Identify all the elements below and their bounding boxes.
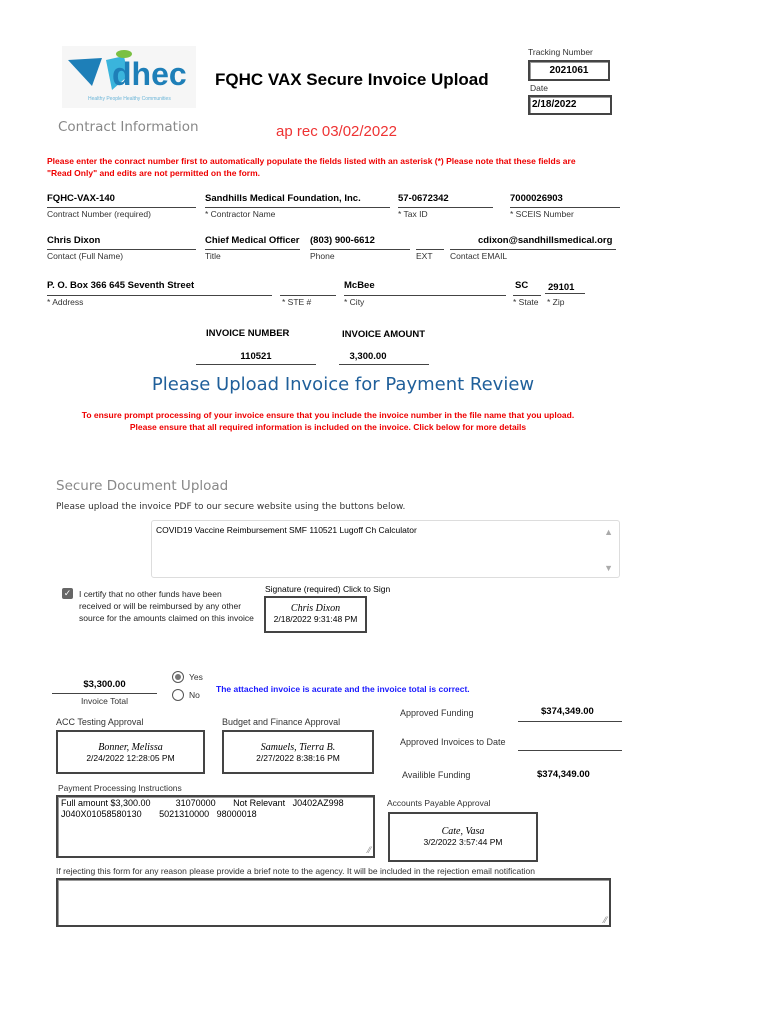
scroll-down-icon[interactable]: ▼	[604, 563, 613, 573]
city-field: McBee	[344, 280, 375, 291]
payment-line-2: J040X01058580130 5021310000 98000018	[61, 809, 257, 819]
invoice-number-field[interactable]: 110521	[240, 351, 272, 362]
upload-instructions-1: To ensure prompt processing of your invoice ensure that you include the invoice number in the file name that you upload.	[81, 410, 575, 420]
upload-instructions-2: Please ensure that all required information is included on the invoice. Click below for more details	[129, 422, 527, 432]
tracking-number-field[interactable]: 2021061	[528, 60, 610, 81]
certify-checkbox[interactable]: ✓	[63, 588, 72, 598]
dhec-logo	[62, 46, 196, 108]
city-label: * City	[344, 297, 365, 307]
certify-text: I certify that no other funds have been received or will be reimbursed by any other source for the amounts claimed on this invoice	[79, 589, 254, 623]
accuracy-statement: The attached invoice is acurate and the invoice total is correct.	[216, 684, 470, 694]
signature-box[interactable]	[264, 596, 367, 633]
uploaded-file-name[interactable]: COVID19 Vaccine Reimbursement SMF 110521 Lugoff Ch Calculator	[156, 525, 417, 535]
ap-approval-label: Accounts Payable Approval	[387, 798, 491, 808]
invoice-amount-label: INVOICE AMOUNT	[342, 329, 426, 340]
ext-field[interactable]	[416, 249, 444, 250]
uploaded-file-list[interactable]	[151, 520, 620, 578]
resize-handle-icon[interactable]: ⁄⁄	[367, 845, 371, 855]
phone-label: Phone	[310, 251, 335, 261]
received-stamp: ap rec 03/02/2022	[276, 123, 397, 140]
invoice-total-field[interactable]: $3,300.00	[83, 679, 126, 690]
radio-yes-label: Yes	[189, 672, 203, 682]
date-field[interactable]: 2/18/2022	[528, 95, 612, 115]
ap-approver-name: Cate, Vasa	[441, 826, 485, 837]
contract-number-field[interactable]: FQHC-VAX-140	[47, 193, 115, 204]
page-title: FQHC VAX Secure Invoice Upload	[215, 70, 489, 89]
signer-name: Chris Dixon	[290, 603, 341, 614]
acc-approval-date: 2/24/2022 12:28:05 PM	[86, 753, 175, 763]
email-label: Contact EMAIL	[450, 251, 508, 261]
payment-line-1: Full amount $3,300.00 31070000 Not Relevant J0402AZ998	[61, 798, 344, 808]
acc-approval-box[interactable]	[56, 730, 205, 774]
ap-approval-date: 3/2/2022 3:57:44 PM	[423, 837, 503, 847]
address-field: P. O. Box 366 645 Seventh Street	[47, 280, 195, 291]
approved-funding-field: $374,349.00	[541, 706, 594, 717]
budget-approver-name: Samuels, Tierra B.	[260, 742, 336, 753]
address-label: * Address	[47, 297, 84, 307]
budget-approval-label: Budget and Finance Approval	[222, 717, 341, 727]
signature-date: 2/18/2022 9:31:48 PM	[273, 614, 358, 624]
radio-no[interactable]	[172, 689, 184, 701]
state-field: SC	[515, 280, 529, 291]
upload-heading: Please Upload Invoice for Payment Review	[151, 374, 535, 395]
payment-instructions-label: Payment Processing Instructions	[58, 783, 182, 793]
contractor-name-field: Sandhills Medical Foundation, Inc.	[205, 193, 361, 204]
contact-name-label: Contact (Full Name)	[47, 251, 124, 261]
acc-approval-label: ACC Testing Approval	[56, 717, 144, 727]
sceis-number-label: * SCEIS Number	[510, 209, 574, 219]
budget-approval-box[interactable]	[222, 730, 374, 774]
logo-tagline: Healthy People Healthy Communities	[88, 96, 171, 102]
ste-field	[280, 295, 336, 296]
available-funding-label: Availible Funding	[402, 770, 471, 780]
invoice-amount-field[interactable]: 3,300.00	[349, 351, 387, 362]
tax-id-label: * Tax ID	[398, 209, 428, 219]
contract-instructions: Please enter the conract number first to automatically populate the fields listed with an asterisk (*) Please note that these fields are "Read Only" and edits are not permitted on the form.	[47, 156, 576, 178]
email-field[interactable]: cdixon@sandhillsmedical.org	[478, 235, 613, 246]
payment-instructions-field[interactable]	[56, 795, 375, 858]
resize-handle-icon[interactable]: ⁄⁄	[603, 915, 607, 925]
budget-approval-date: 2/27/2022 8:38:16 PM	[256, 753, 340, 763]
tracking-label: Tracking Number	[528, 47, 593, 57]
available-funding-field: $374,349.00	[537, 769, 590, 780]
invoice-total-label: Invoice Total	[80, 696, 129, 706]
secure-upload-heading: Secure Document Upload	[56, 478, 229, 494]
approved-to-date-label: Approved Invoices to Date	[400, 737, 506, 747]
logo-text: dhec	[112, 56, 187, 92]
upload-description: Please upload the invoice PDF to our secure website using the buttons below.	[56, 502, 406, 512]
state-label: * State	[513, 297, 539, 307]
date-label: Date	[530, 83, 548, 93]
title-field[interactable]: Chief Medical Officer	[205, 235, 300, 246]
ap-approval-box[interactable]	[388, 812, 538, 862]
ext-label: EXT	[416, 251, 433, 261]
title-label: Title	[205, 251, 221, 261]
acc-approver-name: Bonner, Melissa	[98, 742, 163, 753]
scroll-up-icon[interactable]: ▲	[604, 527, 613, 537]
contract-number-label: Contract Number (required)	[47, 209, 151, 219]
approved-funding-label: Approved Funding	[400, 708, 474, 718]
rejection-note-label: If rejecting this form for any reason please provide a brief note to the agency. It will be included in the rejection email notification	[56, 866, 535, 876]
contract-info-heading: Contract Information	[58, 119, 199, 135]
sceis-number-field: 7000026903	[510, 193, 563, 204]
signature-label: Signature (required) Click to Sign	[265, 584, 391, 594]
zip-label: * Zip	[547, 297, 565, 307]
tax-id-field: 57-0672342	[398, 193, 449, 204]
contractor-name-label: * Contractor Name	[205, 209, 276, 219]
radio-no-label: No	[189, 690, 200, 700]
rejection-note-field[interactable]	[56, 878, 611, 927]
zip-field: 29101	[548, 282, 575, 293]
radio-yes[interactable]	[172, 671, 184, 683]
invoice-number-label: INVOICE NUMBER	[206, 328, 290, 339]
ste-label: * STE #	[282, 297, 312, 307]
phone-field[interactable]: (803) 900-6612	[310, 235, 375, 246]
contact-name-field[interactable]: Chris Dixon	[47, 235, 101, 246]
